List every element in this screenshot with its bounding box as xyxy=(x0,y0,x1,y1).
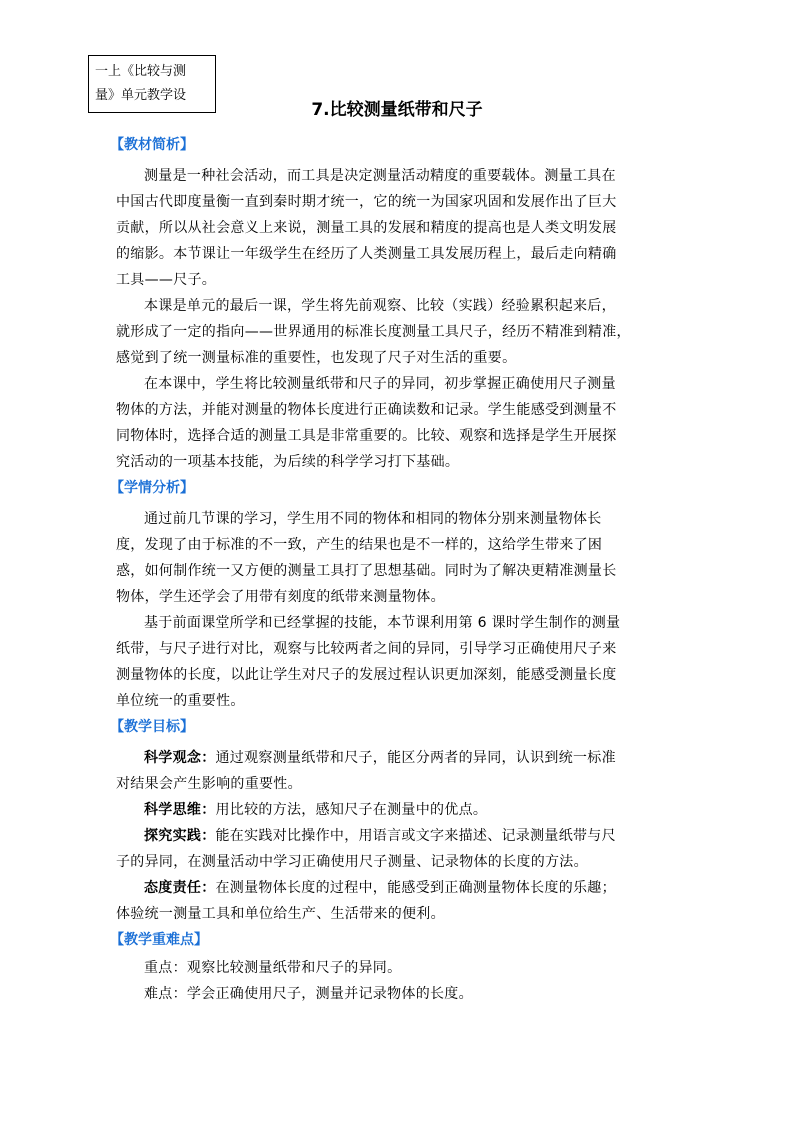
page-title: 7.比较测量纸带和尺子 xyxy=(311,100,483,120)
textbook-line: 同物体时，选择合适的测量工具是非常重要的。比较、观察和选择是学生开展探 xyxy=(116,428,617,444)
goal-item xyxy=(144,800,487,820)
heading-keypoints: 【教学重难点】 xyxy=(110,932,208,948)
goal-label: 科学思维： xyxy=(144,802,216,818)
students-line: 单位统一的重要性。 xyxy=(116,693,245,709)
students-line: 纸带，与尺子进行对比，观察与比较两者之间的异同，引导学习正确使用尺子来 xyxy=(116,641,617,657)
textbook-line: 物体的方法，并能对测量的物体长度进行正确读数和记录。学生能感受到测量不 xyxy=(116,402,617,418)
unit-tag-line2: 量》单元教学设 xyxy=(95,88,187,103)
goal-label: 态度责任： xyxy=(144,880,216,896)
keypoint-line: 难点：学会正确使用尺子，测量并记录物体的长度。 xyxy=(144,986,473,1002)
textbook-line: 工具——尺子。 xyxy=(116,272,217,288)
students-line: 基于前面课堂所学和已经掌握的技能，本节课利用第 6 课时学生制作的测量 xyxy=(144,615,621,631)
textbook-line: 就形成了一定的指向——世界通用的标准长度测量工具尺子，经历不精准到精准， xyxy=(116,324,631,340)
goal-cont: 体验统一测量工具和单位给生产、生活带来的便利。 xyxy=(116,906,445,922)
goal-item xyxy=(144,826,616,846)
textbook-line: 的缩影。本节课让一年级学生在经历了人类测量工具发展历程上，最后走向精确 xyxy=(116,246,617,262)
goal-item xyxy=(144,748,616,768)
students-line: 物体，学生还学会了用带有刻度的纸带来测量物体。 xyxy=(116,589,445,605)
goal-text: 能在实践对比操作中，用语言或文字来描述、记录测量纸带与尺 xyxy=(215,828,616,844)
students-line: 通过前几节课的学习，学生用不同的物体和相同的物体分别来测量物体长 xyxy=(144,511,602,527)
heading-goals: 【教学目标】 xyxy=(110,719,194,735)
goal-label: 探究实践： xyxy=(144,828,216,844)
textbook-line: 在本课中，学生将比较测量纸带和尺子的异同，初步掌握正确使用尺子测量 xyxy=(144,376,616,392)
keypoint-line: 重点：观察比较测量纸带和尺子的异同。 xyxy=(144,960,402,976)
goal-cont: 对结果会产生影响的重要性。 xyxy=(116,776,302,792)
goal-text: 在测量物体长度的过程中，能感受到正确测量物体长度的乐趣； xyxy=(215,880,616,896)
heading-students: 【学情分析】 xyxy=(110,480,194,496)
goal-item xyxy=(144,878,616,898)
textbook-line: 贡献，所以从社会意义上来说，测量工具的发展和精度的提高也是人类文明发展 xyxy=(116,220,617,236)
students-line: 惑，如何制作统一又方便的测量工具打了思想基础。同时为了解决更精准测量长 xyxy=(116,563,617,579)
students-line: 测量物体的长度，以此让学生对尺子的发展过程认识更加深刻，能感受测量长度 xyxy=(116,667,617,683)
textbook-line: 本课是单元的最后一课，学生将先前观察、比较（实践）经验累积起来后， xyxy=(144,298,616,314)
goal-text: 用比较的方法，感知尺子在测量中的优点。 xyxy=(215,802,488,818)
goal-label: 科学观念： xyxy=(144,750,216,766)
heading-textbook: 【教材简析】 xyxy=(110,137,194,153)
textbook-line: 中国古代即度量衡一直到秦时期才统一，它的统一为国家巩固和发展作出了巨大 xyxy=(116,194,617,210)
textbook-line: 测量是一种社会活动，而工具是决定测量活动精度的重要载体。测量工具在 xyxy=(144,168,616,184)
goal-cont: 子的异同，在测量活动中学习正确使用尺子测量、记录物体的长度的方法。 xyxy=(116,854,588,870)
goal-text: 通过观察测量纸带和尺子，能区分两者的异同，认识到统一标准 xyxy=(215,750,616,766)
textbook-line: 感觉到了统一测量标准的重要性，也发现了尺子对生活的重要。 xyxy=(116,350,517,366)
students-line: 度，发现了由于标准的不一致，产生的结果也是不一样的，这给学生带来了困 xyxy=(116,537,603,553)
textbook-line: 究活动的一项基本技能，为后续的科学学习打下基础。 xyxy=(116,454,460,470)
unit-tag-line1: 一上《比较与测 xyxy=(95,64,187,79)
